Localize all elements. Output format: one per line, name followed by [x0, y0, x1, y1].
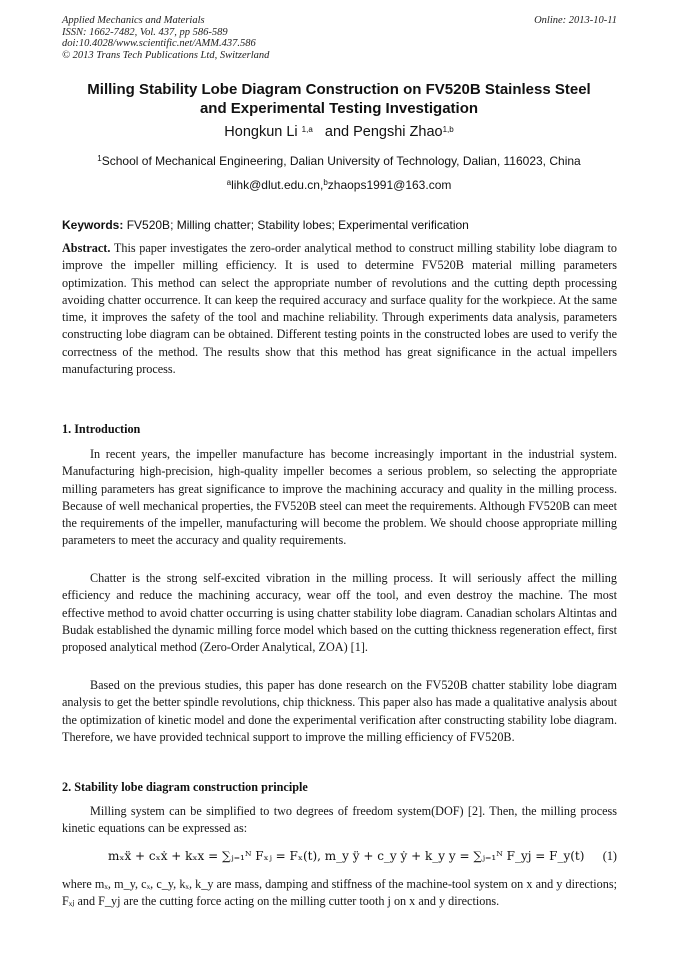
equation-1-number: (1)	[602, 849, 617, 863]
email-a-sup: a	[226, 178, 232, 187]
section-1-paragraph-2: Chatter is the strong self-excited vibration in the milling process. It will seriously affect the milling efficiency and reduce the machining accuracy, wear off the tool, and even destroy the machine. The most effective method to avoid chatter occurring is using chatter stability lobe diagram. Canadian scholars Altintas and Budak established the dynamic milling force model which based on the cutting thickness regeneration effect, first proposed analytical method (Zero-Order Analytical, ZOA) [1].	[62, 571, 617, 655]
section-2-heading: 2. Stability lobe diagram construction principle	[62, 780, 308, 794]
author-emails	[0, 178, 678, 192]
author-1-affil-sup: 1,a	[301, 125, 313, 134]
doi-line: doi:10.4028/www.scientific.net/AMM.437.586	[62, 38, 256, 49]
author-1: Hongkun Li	[224, 124, 298, 140]
abstract	[62, 240, 617, 378]
journal-name: Applied Mechanics and Materials	[62, 15, 205, 26]
affiliation-text: School of Mechanical Engineering, Dalian University of Technology, Dalian, 116023, China	[101, 154, 581, 168]
section-1-heading: 1. Introduction	[62, 422, 141, 436]
issn-line: ISSN: 1662-7482, Vol. 437, pp 586-589	[62, 26, 228, 38]
equation-1-explanation: where mₓ, m_y, cₓ, c_y, kₓ, k_y are mass, damping and stiffness of the machine-tool system on x and y directions; Fₓⱼ and F_yj are the cutting force acting on the milling cutter tooth j on x and y directions.	[62, 877, 617, 909]
keywords-label: Keywords:	[62, 218, 124, 232]
affiliation-sup: 1	[97, 154, 102, 163]
journal-header	[62, 15, 617, 61]
abstract-text: This paper investigates the zero-order analytical method to construct milling stability lobe diagram to improve the impeller milling efficiency. It is used to determine FV520B material milling parameters optimization. This method can select the appropriate number of revolutions and the cutting depth processing avoiding chatter occurrence. It can keep the required accuracy and surface quality for the workpiece. At the same time, it improves the safety of the tool and machine reliability. Through experiments data analysis, parameters constructing lobe diagram can be obtained. Different testing points in the constructed lobes are used to verify the correctness of the method. The results show that this method has great significance in the actual impellers manufacturing process.	[62, 241, 618, 377]
title-line-1: Milling Stability Lobe Diagram Construction on FV520B Stainless Steel	[87, 81, 591, 98]
keywords-text: FV520B; Milling chatter; Stability lobes; Experimental verification	[126, 218, 469, 232]
keywords-line	[62, 218, 617, 232]
equation-1	[108, 849, 617, 863]
title-line-2: and Experimental Testing Investigation	[199, 100, 479, 117]
email-b-sup: b	[323, 178, 328, 187]
author-2: and Pengshi Zhao	[324, 124, 443, 140]
section-1-paragraph-1: In recent years, the impeller manufacture has become increasingly important in the industrial system. Manufacturing high-precision, high-quality impeller becomes a serious problem, so selecting the appropriate milling parameters has great significance to improve the machining accuracy and quality in the milling process. Because of well mechanical properties, the FV520B steel can meet the requirements. Although FV520B can meet the requirements of the impeller, manufacturing will become the problem. We should choose appropriate milling parameters to meet the accuracy and quality requirements.	[62, 447, 617, 548]
equation-1-body: mₓẍ + cₓẋ + kₓx = ∑ⱼ₌₁ᴺ Fₓⱼ = Fₓ(t), m_y ÿ + c_y ẏ + k_y y = ∑ⱼ₌₁ᴺ F_yj = F_y(t)	[108, 849, 585, 863]
section-2-paragraph-1: Milling system can be simplified to two degrees of freedom system(DOF) [2]. Then, the milling process kinetic equations can be expressed as:	[62, 804, 617, 836]
abstract-label: Abstract.	[62, 241, 111, 255]
email-b[interactable]: zhaops1991@163.com	[327, 178, 452, 192]
paper-title	[40, 80, 638, 118]
copyright-line: © 2013 Trans Tech Publications Ltd, Switzerland	[62, 49, 270, 61]
email-a[interactable]: lihk@dlut.edu.cn,	[231, 178, 324, 192]
author-list	[0, 124, 678, 140]
online-date: Online: 2013-10-11	[534, 15, 617, 26]
affiliation	[0, 154, 678, 168]
section-1-paragraph-3: Based on the previous studies, this paper has done research on the FV520B chatter stability lobe diagram analysis to get the better spindle revolutions, chip thickness. This paper also has made a qualitative analysis about the optimization of kinetic model and done the experimental verification after constructing stability lobe diagram. Therefore, we have provided technical support to improve the milling efficiency of FV520B.	[62, 678, 617, 744]
author-2-affil-sup: 1,b	[442, 125, 454, 134]
